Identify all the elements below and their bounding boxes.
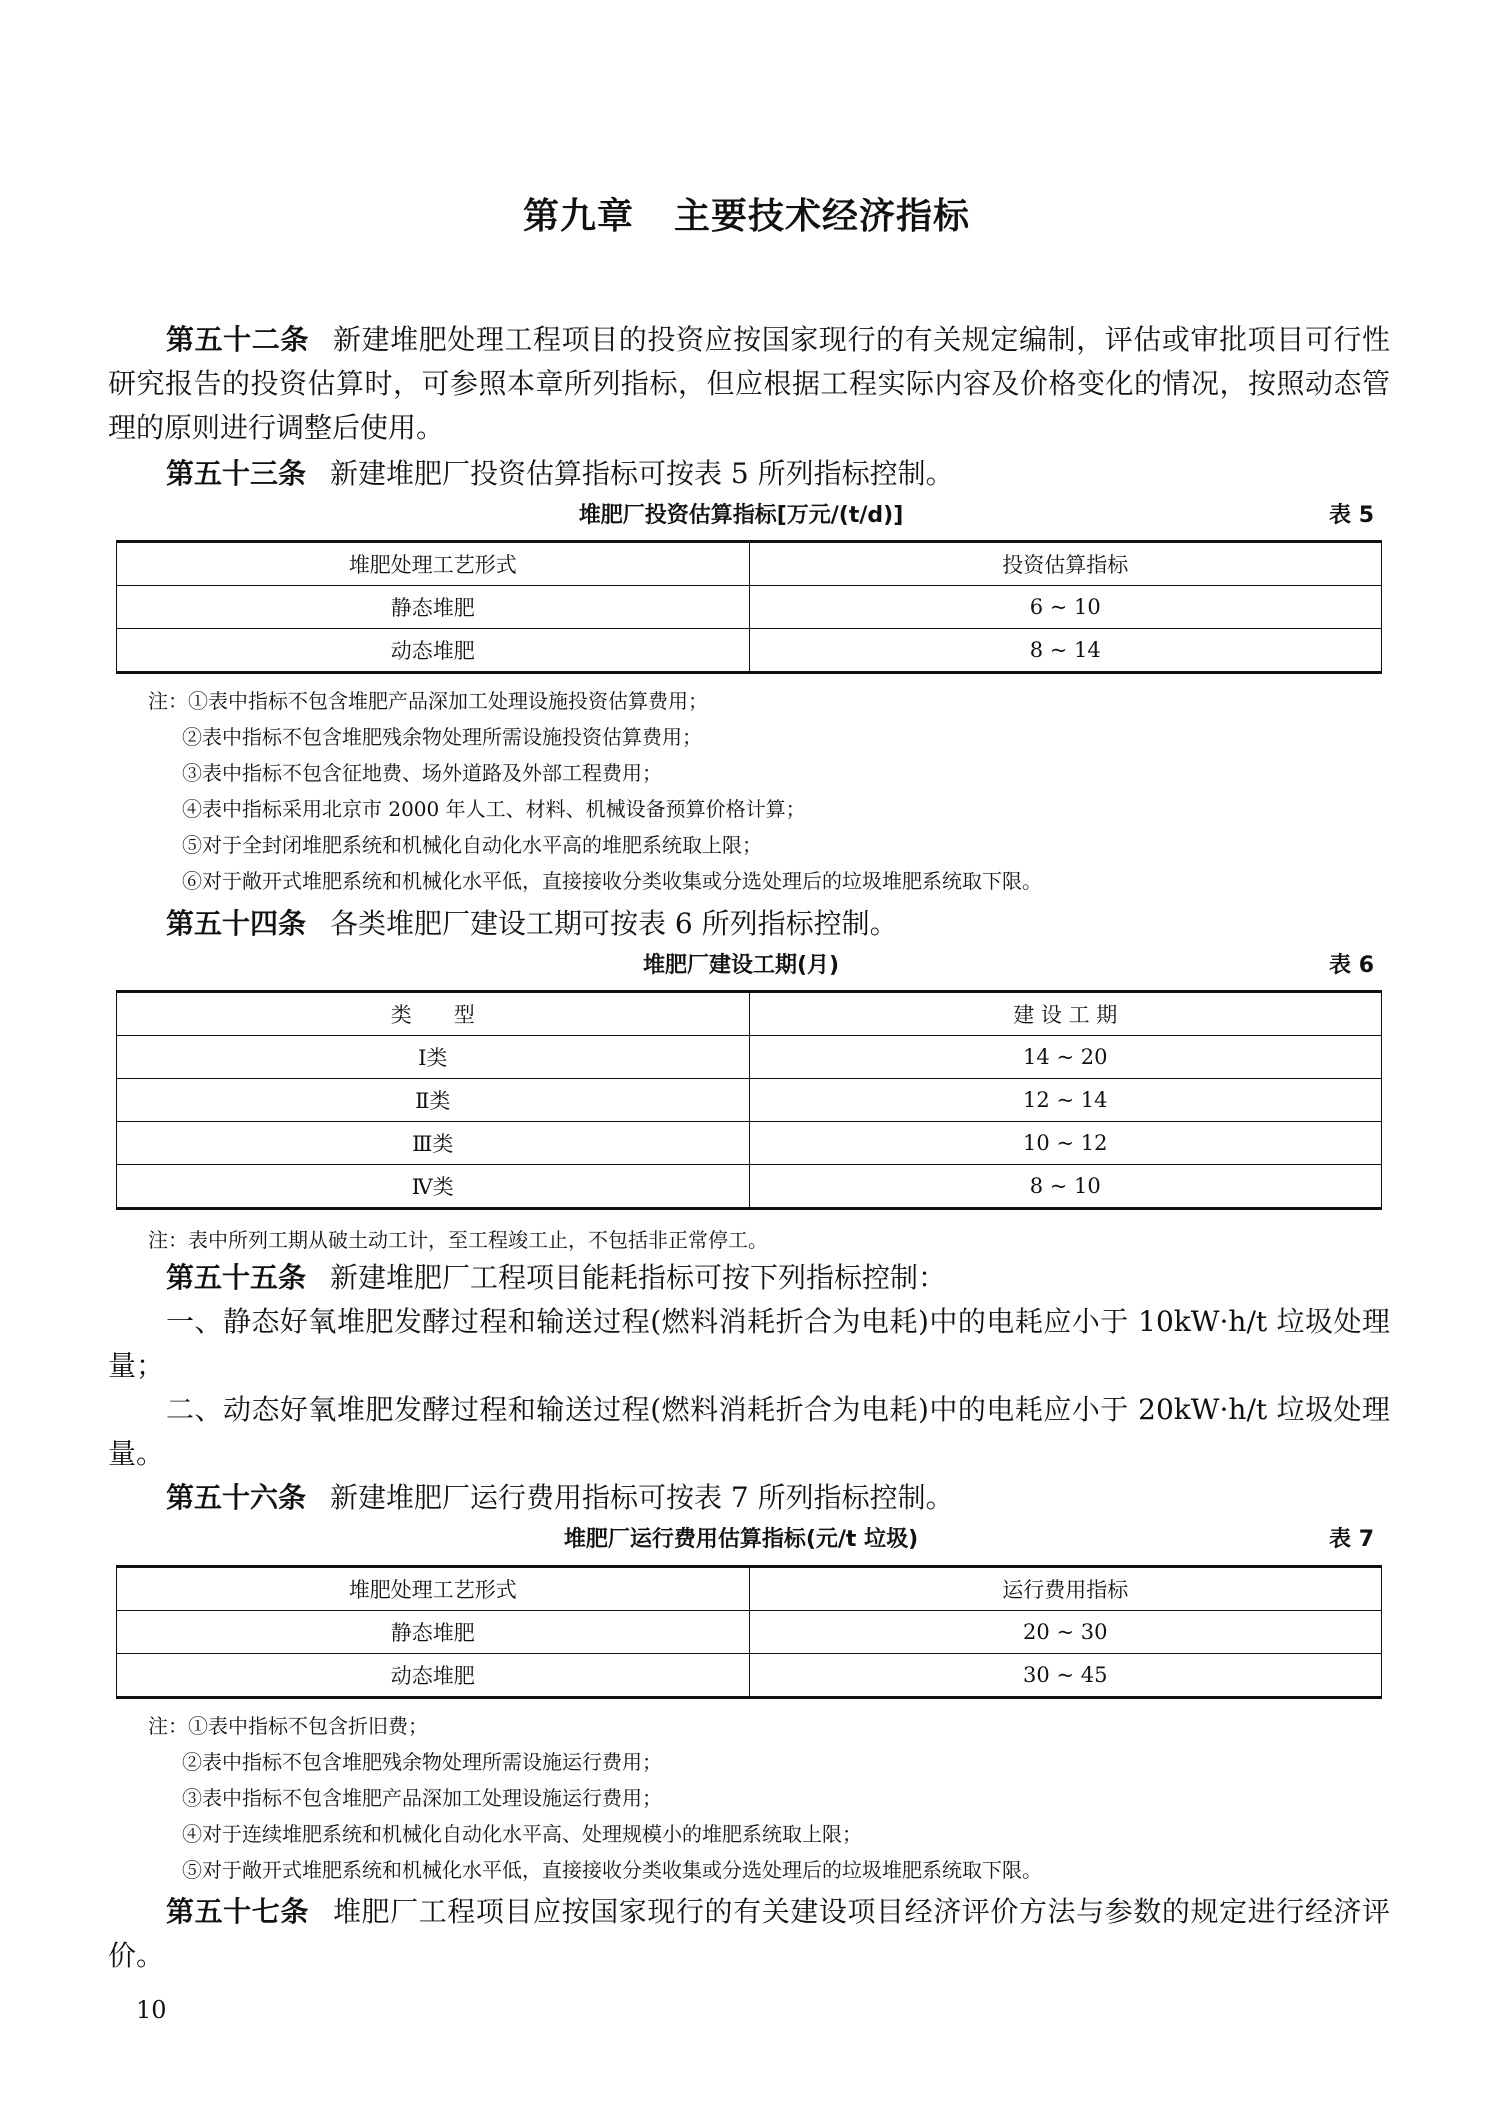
article-heading: 第五十三条 — [166, 457, 307, 490]
table-cell: Ⅱ类 — [117, 1079, 750, 1122]
table7-notes — [148, 1708, 1042, 1888]
table-cell: 动态堆肥 — [117, 1654, 750, 1698]
table6-caption — [108, 948, 1374, 978]
table-header-row — [117, 542, 1382, 586]
article-text: 堆肥厂工程项目应按国家现行的有关建设项目经济评价方法与参数的规定进行经济评价。 — [108, 1895, 1390, 1972]
header-cell: 类 型 — [117, 992, 750, 1036]
article-text: 新建堆肥厂工程项目能耗指标可按下列指标控制： — [330, 1261, 947, 1294]
article-55 — [108, 1256, 1390, 1476]
article-heading: 第五十五条 — [166, 1261, 307, 1294]
table-header-row — [117, 1567, 1382, 1611]
table-title: 堆肥厂投资估算指标[万元/(t/d)] — [578, 503, 904, 528]
header-cell: 建 设 工 期 — [749, 992, 1382, 1036]
article-56 — [108, 1476, 1390, 1520]
table-title: 堆肥厂建设工期(月) — [642, 953, 840, 978]
table5-notes — [148, 683, 1042, 899]
note-line: ③表中指标不包含征地费、场外道路及外部工程费用； — [182, 761, 662, 785]
table-row — [117, 1036, 1382, 1079]
table-cell: Ⅲ类 — [117, 1122, 750, 1165]
article-53 — [108, 452, 1390, 496]
note-line: 注：①表中指标不包含折旧费； — [148, 1714, 428, 1738]
table-row — [117, 586, 1382, 629]
article-57 — [108, 1890, 1390, 1978]
table-cell: 20 ~ 30 — [749, 1611, 1382, 1654]
article-item: 一、静态好氧堆肥发酵过程和输送过程(燃料消耗折合为电耗)中的电耗应小于 10kW·h/t 垃圾处理量； — [108, 1305, 1390, 1382]
table-number: 表 5 — [1329, 503, 1374, 528]
table-header-row — [117, 992, 1382, 1036]
table5 — [116, 540, 1382, 674]
table-number: 表 7 — [1329, 1527, 1374, 1552]
table-cell: 30 ~ 45 — [749, 1654, 1382, 1698]
article-heading: 第五十六条 — [166, 1481, 307, 1514]
note-line: 注：①表中指标不包含堆肥产品深加工处理设施投资估算费用； — [148, 689, 708, 713]
table-cell: 6 ~ 10 — [749, 586, 1382, 629]
note-line: ⑤对于全封闭堆肥系统和机械化自动化水平高的堆肥系统取上限； — [182, 833, 762, 857]
table-number: 表 6 — [1329, 953, 1374, 978]
table-cell: 10 ~ 12 — [749, 1122, 1382, 1165]
table-row — [117, 629, 1382, 673]
table-cell: Ⅰ类 — [117, 1036, 750, 1079]
table-row — [117, 1654, 1382, 1698]
table6 — [116, 990, 1382, 1210]
table7-caption — [108, 1522, 1374, 1552]
article-54 — [108, 902, 1390, 946]
table-cell: 动态堆肥 — [117, 629, 750, 673]
table-row — [117, 1079, 1382, 1122]
article-text: 各类堆肥厂建设工期可按表 6 所列指标控制。 — [330, 907, 898, 940]
table-cell: Ⅳ类 — [117, 1165, 750, 1209]
table6-notes — [148, 1222, 768, 1258]
header-cell: 运行费用指标 — [749, 1567, 1382, 1611]
table-row — [117, 1165, 1382, 1209]
table-cell: 12 ~ 14 — [749, 1079, 1382, 1122]
table7 — [116, 1565, 1382, 1699]
article-item: 二、动态好氧堆肥发酵过程和输送过程(燃料消耗折合为电耗)中的电耗应小于 20kW·h/t 垃圾处理量。 — [108, 1393, 1390, 1470]
note-line: ⑥对于敞开式堆肥系统和机械化水平低，直接接收分类收集或分选处理后的垃圾堆肥系统取下限。 — [182, 869, 1042, 893]
table-cell: 静态堆肥 — [117, 1611, 750, 1654]
table-cell: 静态堆肥 — [117, 586, 750, 629]
article-52 — [108, 318, 1390, 450]
header-cell: 投资估算指标 — [749, 542, 1382, 586]
table-row — [117, 1611, 1382, 1654]
chapter-title — [0, 188, 1493, 239]
chapter-name: 主要技术经济指标 — [674, 196, 971, 237]
note-line: ⑤对于敞开式堆肥系统和机械化水平低，直接接收分类收集或分选处理后的垃圾堆肥系统取下限。 — [182, 1858, 1042, 1882]
table-title: 堆肥厂运行费用估算指标(元/t 垃圾) — [563, 1527, 919, 1552]
header-cell: 堆肥处理工艺形式 — [117, 1567, 750, 1611]
header-cell: 堆肥处理工艺形式 — [117, 542, 750, 586]
note-line: ③表中指标不包含堆肥产品深加工处理设施运行费用； — [182, 1786, 662, 1810]
table-row — [117, 1122, 1382, 1165]
article-heading: 第五十二条 — [166, 323, 309, 356]
chapter-number: 第九章 — [522, 196, 634, 237]
note-line: 注：表中所列工期从破土动工计，至工程竣工止，不包括非正常停工。 — [148, 1228, 768, 1252]
article-heading: 第五十四条 — [166, 907, 307, 940]
note-line: ②表中指标不包含堆肥残余物处理所需设施投资估算费用； — [182, 725, 702, 749]
article-heading: 第五十七条 — [166, 1895, 309, 1928]
article-text: 新建堆肥厂投资估算指标可按表 5 所列指标控制。 — [330, 457, 954, 490]
note-line: ④表中指标采用北京市 2000 年人工、材料、机械设备预算价格计算； — [182, 797, 806, 821]
table5-caption — [108, 498, 1374, 528]
article-text: 新建堆肥厂运行费用指标可按表 7 所列指标控制。 — [330, 1481, 954, 1514]
note-line: ④对于连续堆肥系统和机械化自动化水平高、处理规模小的堆肥系统取上限； — [182, 1822, 862, 1846]
page-number: 10 — [136, 1996, 167, 2024]
table-cell: 8 ~ 10 — [749, 1165, 1382, 1209]
note-line: ②表中指标不包含堆肥残余物处理所需设施运行费用； — [182, 1750, 662, 1774]
table-cell: 14 ~ 20 — [749, 1036, 1382, 1079]
article-text: 新建堆肥处理工程项目的投资应按国家现行的有关规定编制，评估或审批项目可行性研究报告的投资估算时，可参照本章所列指标，但应根据工程实际内容及价格变化的情况，按照动态管理的原则进行调整后使用。 — [108, 323, 1390, 444]
table-cell: 8 ~ 14 — [749, 629, 1382, 673]
